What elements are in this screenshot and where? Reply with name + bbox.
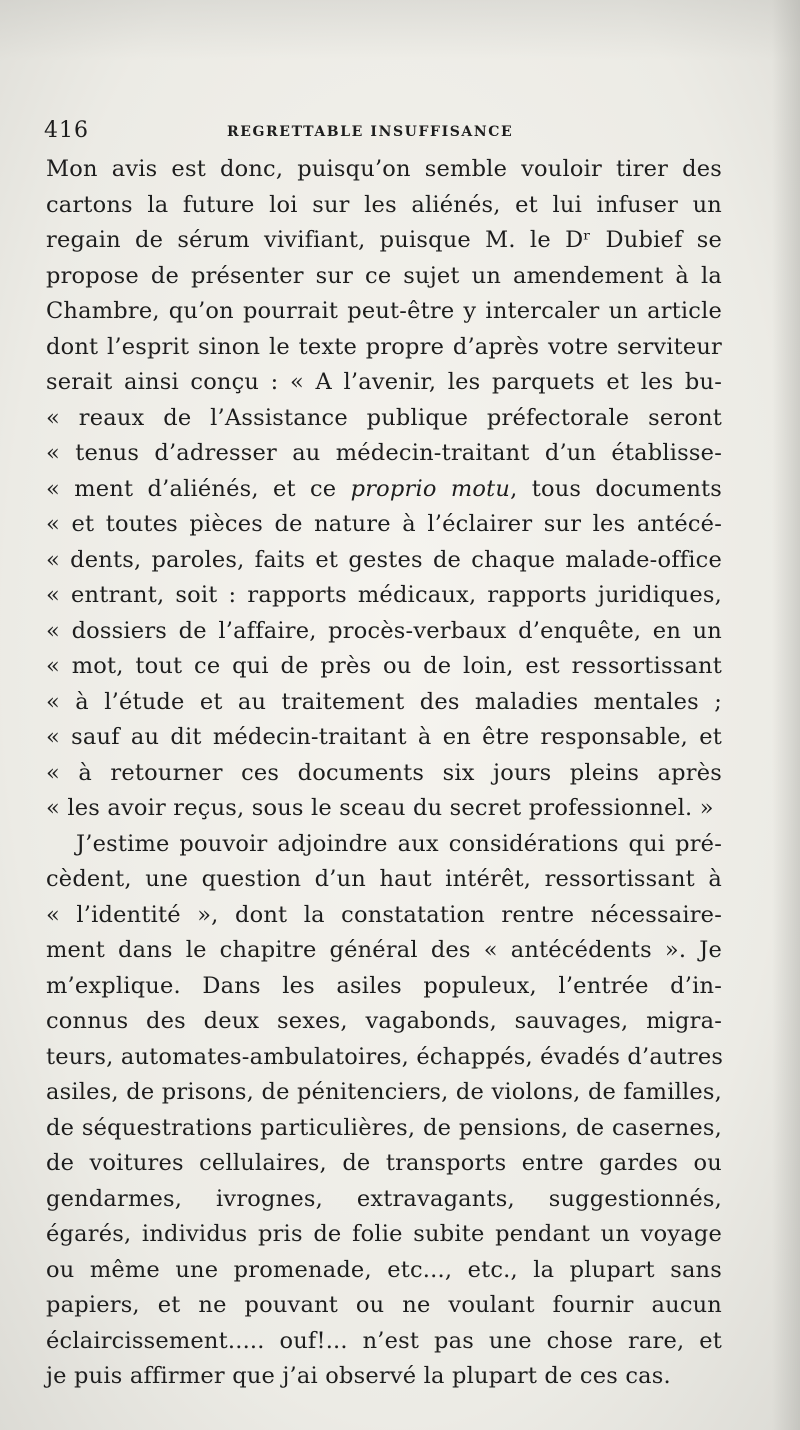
text-line: regain de sérum vivifiant, puisque M. le Dʳ Dubief se <box>46 227 722 253</box>
text-line: je puis affirmer que j’ai observé la plupart de ces cas. <box>46 1363 671 1389</box>
italic-phrase: proprio motu <box>350 475 511 502</box>
text-line: dont l’esprit sinon le texte propre d’après votre serviteur <box>46 333 722 360</box>
text-line: « les avoir reçus, sous le sceau du secret professionnel. » <box>46 795 714 821</box>
text-line: « et toutes pièces de nature à l’éclairer sur les antécé- <box>46 511 722 537</box>
text-line: éclaircissement..... ouf!... n’est pas une chose rare, et <box>46 1327 722 1354</box>
text-line: connus des deux sexes, vagabonds, sauvages, migra- <box>46 1008 722 1034</box>
text-line: de séquestrations particulières, de pensions, de casernes, <box>46 1114 722 1141</box>
text-line: teurs, automates-ambulatoires, échappés, évadés d’autres <box>46 1043 724 1070</box>
text-line: propose de présenter sur ce sujet un amendement à la <box>46 262 722 289</box>
page-number: 416 <box>44 118 89 143</box>
text-line: « entrant, soit : rapports médicaux, rapports juridiques, <box>46 582 722 608</box>
text-line: ou même une promenade, etc..., etc., la plupart sans <box>46 1256 722 1283</box>
running-header <box>44 118 744 148</box>
text-line: « à l’étude et au traitement des maladies mentales ; <box>46 688 722 715</box>
text-line: « sauf au dit médecin-traitant à en être responsable, et <box>46 724 722 750</box>
text-line: cartons la future loi sur les aliénés, et lui infuser un <box>46 191 722 218</box>
page-header-title: REGRETTABLE INSUFFISANCE <box>227 124 514 140</box>
text-line: gendarmes, ivrognes, extravagants, suggestionnés, <box>46 1185 722 1212</box>
text-line: « mot, tout ce qui de près ou de loin, est ressortissant <box>46 653 722 679</box>
text-line: asiles, de prisons, de pénitenciers, de violons, de familles, <box>46 1079 722 1105</box>
body-text <box>46 152 722 1395</box>
text-line: « dossiers de l’affaire, procès-verbaux d’enquête, en un <box>46 617 722 644</box>
text-line: cèdent, une question d’un haut intérêt, ressortissant à <box>46 866 722 892</box>
text-line: serait ainsi conçu : « A l’avenir, les parquets et les bu- <box>46 369 722 395</box>
text-line: « tenus d’adresser au médecin-traitant d’un établisse- <box>46 440 722 466</box>
text-line: ment dans le chapitre général des « antécédents ». Je <box>46 937 722 963</box>
scan-shadow-top <box>0 0 800 60</box>
text-line: « l’identité », dont la constatation rentre nécessaire- <box>46 901 722 928</box>
text-line: Chambre, qu’on pourrait peut-être y intercaler un article <box>46 298 722 324</box>
text-line: égarés, individus pris de folie subite pendant un voyage <box>46 1221 722 1247</box>
text-line: « dents, paroles, faits et gestes de chaque malade-office <box>46 546 722 573</box>
text-line: J’estime pouvoir adjoindre aux considérations qui pré- <box>76 830 722 857</box>
text-line: m’explique. Dans les asiles populeux, l’entrée d’in- <box>46 972 722 999</box>
text-line: « à retourner ces documents six jours pleins après <box>46 759 722 786</box>
text-line: « ment d’aliénés, et ce proprio motu, tous documents <box>46 475 722 502</box>
text-line: papiers, et ne pouvant ou ne voulant fournir aucun <box>46 1292 722 1318</box>
text-line: Mon avis est donc, puisqu’on semble vouloir tirer des <box>46 156 722 182</box>
scan-shadow-right <box>772 0 800 1430</box>
text-line: « reaux de l’Assistance publique préfectorale seront <box>46 404 722 431</box>
text-line: de voitures cellulaires, de transports entre gardes ou <box>46 1150 722 1176</box>
